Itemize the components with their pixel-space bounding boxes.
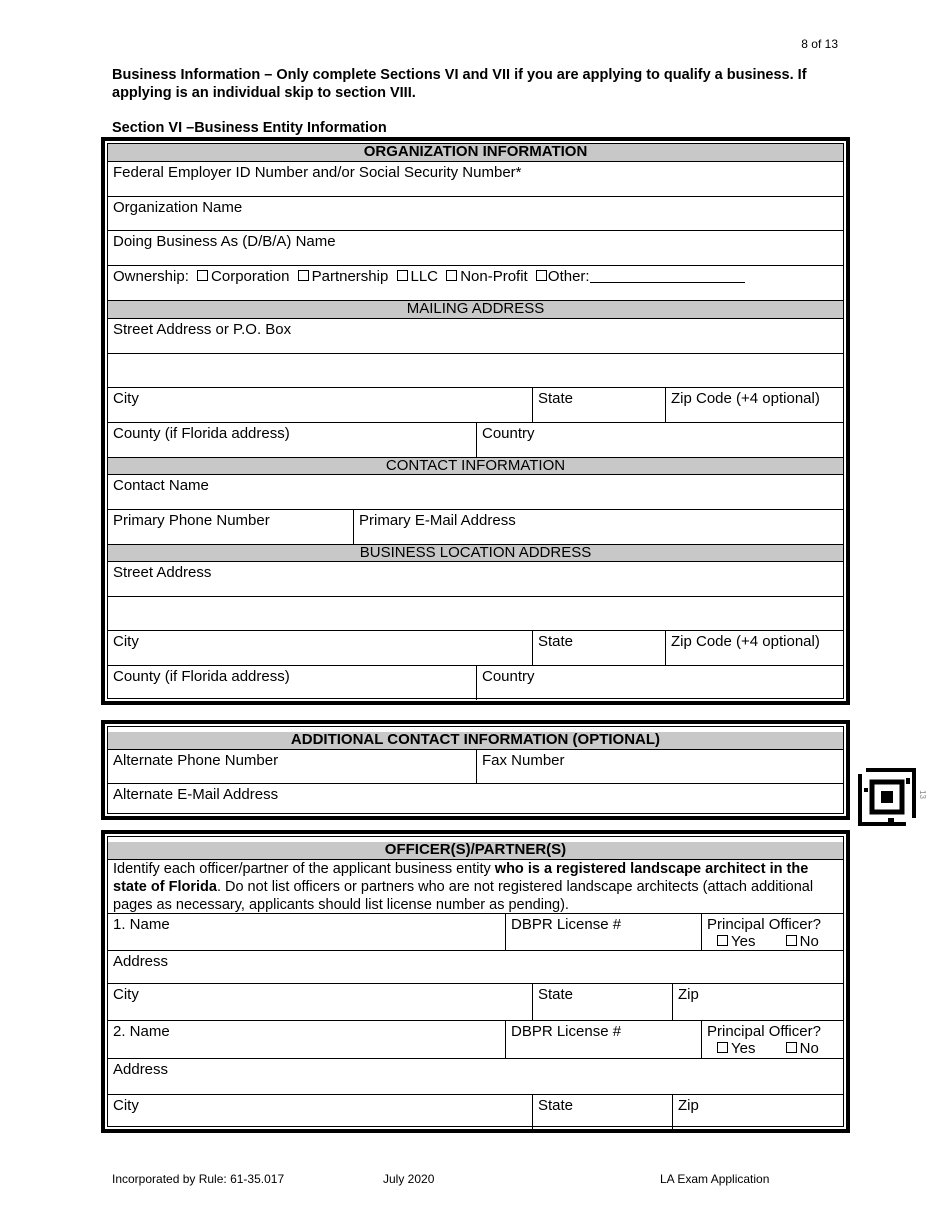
barcode-icon	[858, 768, 916, 826]
contact-name-field[interactable]	[108, 475, 843, 510]
officer-1-city-label: City	[113, 986, 139, 1003]
officer-2-zip-label: Zip	[678, 1097, 699, 1114]
location-zip-label: Zip Code (+4 optional)	[671, 633, 820, 650]
contact-header: CONTACT INFORMATION	[108, 457, 843, 475]
instructions-part-a: Identify each officer/partner of the applicant business entity	[113, 861, 495, 877]
officer-1-name-row	[108, 913, 843, 951]
officer-1-yes-label: Yes	[731, 933, 756, 950]
officer-2-no-checkbox[interactable]	[786, 1042, 797, 1053]
location-county-field[interactable]	[108, 666, 476, 700]
alt-phone-row	[108, 750, 843, 784]
mailing-city-field[interactable]	[108, 388, 532, 422]
ownership-row	[108, 266, 843, 301]
mailing-country-field[interactable]	[476, 423, 843, 457]
mailing-state-field[interactable]	[532, 388, 665, 422]
nonprofit-label: Non-Profit	[460, 268, 528, 285]
mailing-header: MAILING ADDRESS	[108, 301, 843, 319]
officer-2-city-label: City	[113, 1097, 139, 1114]
officer-1-principal	[701, 914, 843, 950]
mailing-county-field[interactable]	[108, 423, 476, 457]
alt-email-field[interactable]	[108, 784, 843, 817]
corporation-checkbox[interactable]	[197, 270, 208, 281]
mailing-city-label: City	[113, 390, 139, 407]
officer-2-no-label: No	[799, 1040, 819, 1057]
officer-2-yes-label: Yes	[731, 1040, 756, 1057]
location-street-field[interactable]	[108, 562, 843, 597]
fax-field[interactable]	[476, 750, 843, 783]
officer-1-name-field[interactable]	[108, 914, 505, 950]
additional-header: ADDITIONAL CONTACT INFORMATION (OPTIONAL)	[108, 732, 843, 750]
fax-label: Fax Number	[482, 752, 565, 769]
location-city-label: City	[113, 633, 139, 650]
officer-2-principal	[701, 1021, 843, 1058]
mailing-county-row	[108, 423, 843, 457]
fein-label: Federal Employer ID Number and/or Social Security Number*	[113, 164, 522, 181]
officer-1-yes-checkbox[interactable]	[717, 935, 728, 946]
other-label: Other:	[547, 268, 590, 285]
partnership-checkbox[interactable]	[298, 270, 309, 281]
officer-1-zip-label: Zip	[678, 986, 699, 1003]
officer-2-name-row	[108, 1021, 843, 1059]
officer-2-address-label: Address	[113, 1061, 169, 1078]
officer-2-city-field[interactable]	[108, 1095, 532, 1130]
location-state-label: State	[538, 633, 574, 650]
other-checkbox[interactable]	[536, 270, 547, 281]
officer-1-city-field[interactable]	[108, 984, 532, 1020]
corporation-label: Corporation	[211, 268, 290, 285]
mailing-street-field[interactable]	[108, 319, 843, 354]
officer-2-name-label: 2. Name	[113, 1023, 170, 1040]
org-name-label: Organization Name	[113, 199, 243, 216]
officer-1-license-label: DBPR License #	[511, 916, 622, 933]
location-county-row	[108, 666, 843, 700]
officer-1-state-field[interactable]	[532, 984, 672, 1020]
officer-2-principal-label: Principal Officer?	[707, 1023, 821, 1040]
contact-phone-row	[108, 510, 843, 544]
officer-1-license-field[interactable]	[505, 914, 701, 950]
officer-2-zip-field[interactable]	[672, 1095, 843, 1130]
primary-email-label: Primary E-Mail Address	[359, 512, 516, 529]
officer-2-license-field[interactable]	[505, 1021, 701, 1058]
org-header: ORGANIZATION INFORMATION	[108, 144, 843, 162]
location-street-label: Street Address	[113, 564, 212, 581]
mailing-state-label: State	[538, 390, 574, 407]
alt-phone-field[interactable]	[108, 750, 476, 783]
primary-email-field[interactable]	[353, 510, 843, 544]
alt-phone-label: Alternate Phone Number	[113, 752, 279, 769]
officer-1-address-label: Address	[113, 953, 169, 970]
llc-checkbox[interactable]	[397, 270, 408, 281]
location-street-line2[interactable]	[108, 597, 843, 631]
officers-header: OFFICER(S)/PARTNER(S)	[108, 842, 843, 860]
footer-rule: Incorporated by Rule: 61-35.017	[112, 1172, 285, 1186]
contact-name-label: Contact Name	[113, 477, 209, 494]
officer-2-city-row	[108, 1095, 843, 1130]
mailing-zip-label: Zip Code (+4 optional)	[671, 390, 820, 407]
llc-label: LLC	[410, 268, 439, 285]
partnership-label: Partnership	[311, 268, 389, 285]
location-city-row	[108, 631, 843, 666]
org-name-field[interactable]	[108, 197, 843, 231]
officer-2-yes-checkbox[interactable]	[717, 1042, 728, 1053]
officer-1-zip-field[interactable]	[672, 984, 843, 1020]
officer-1-name-label: 1. Name	[113, 916, 170, 933]
other-fill-line[interactable]	[590, 270, 745, 283]
officer-2-address-field[interactable]	[108, 1059, 843, 1095]
officer-2-name-field[interactable]	[108, 1021, 505, 1058]
business-entity-box	[101, 137, 850, 705]
footer-form-name: LA Exam Application	[660, 1172, 770, 1186]
officer-1-principal-label: Principal Officer?	[707, 916, 821, 933]
nonprofit-checkbox[interactable]	[446, 270, 457, 281]
mailing-street-label: Street Address or P.O. Box	[113, 321, 292, 338]
instructions-part-b: who is a registered landscape architect in the state of Florida	[113, 861, 809, 895]
officer-1-no-checkbox[interactable]	[786, 935, 797, 946]
officer-1-address-field[interactable]	[108, 951, 843, 984]
officer-2-license-label: DBPR License #	[511, 1023, 622, 1040]
page-number: 8 of 13	[801, 37, 838, 51]
mailing-county-label: County (if Florida address)	[113, 425, 290, 442]
location-country-field[interactable]	[476, 666, 843, 700]
fein-field[interactable]	[108, 162, 843, 197]
mailing-street-line2[interactable]	[108, 354, 843, 388]
location-city-field[interactable]	[108, 631, 532, 665]
dba-label: Doing Business As (D/B/A) Name	[113, 233, 336, 250]
side-page-mark: 13	[918, 790, 927, 799]
location-header: BUSINESS LOCATION ADDRESS	[108, 544, 843, 562]
officer-2-state-label: State	[538, 1097, 574, 1114]
additional-contact-box	[101, 720, 850, 820]
primary-phone-label: Primary Phone Number	[113, 512, 270, 529]
mailing-zip-field[interactable]	[665, 388, 843, 422]
primary-phone-field[interactable]	[108, 510, 353, 544]
footer-date: July 2020	[383, 1172, 435, 1186]
location-country-label: Country	[482, 668, 535, 685]
ownership-label: Ownership:	[113, 268, 189, 285]
mailing-city-row	[108, 388, 843, 423]
ownership-line	[108, 266, 750, 300]
mailing-country-label: Country	[482, 425, 535, 442]
officer-2-state-field[interactable]	[532, 1095, 672, 1130]
location-state-field[interactable]	[532, 631, 665, 665]
officers-box	[101, 830, 850, 1133]
alt-email-label: Alternate E-Mail Address	[113, 786, 279, 803]
section-title: Section VI –Business Entity Information	[112, 120, 387, 136]
officer-1-state-label: State	[538, 986, 574, 1003]
officers-instructions	[113, 860, 833, 914]
location-county-label: County (if Florida address)	[113, 668, 290, 685]
dba-field[interactable]	[108, 231, 843, 266]
officer-1-no-label: No	[799, 933, 819, 950]
intro-text: Business Information – Only complete Sections VI and VII if you are applying to qualify a business. If applying is an individual skip to section VIII.	[112, 67, 807, 101]
location-zip-field[interactable]	[665, 631, 843, 665]
instructions-part-c: . Do not list officers or partners who are not registered landscape architects (attach additional pages as necessary, applicants should list license number as pending).	[113, 879, 814, 913]
officer-1-city-row	[108, 984, 843, 1021]
